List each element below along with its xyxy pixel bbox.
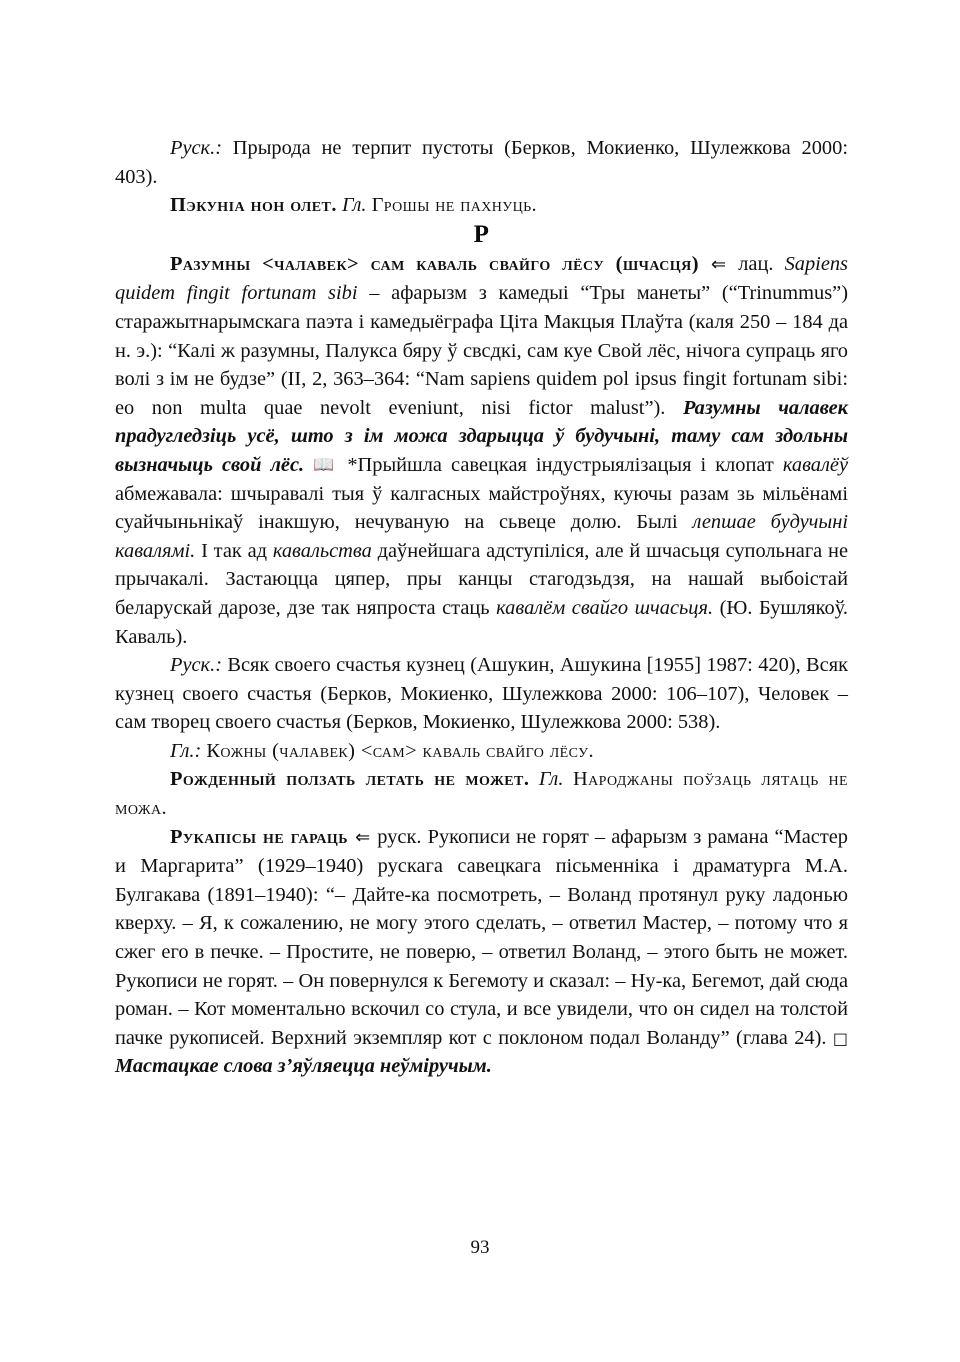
page-number: 93 <box>470 1237 490 1258</box>
hollow-square-icon: □ <box>832 1028 848 1048</box>
entry-razumny-see-also <box>115 737 848 766</box>
language-label-rus: Руск.: <box>170 137 222 159</box>
entry-rukapisy-headword: Рукапісы не гараць <box>170 825 348 848</box>
entry-razumny-latin-motto: Sapiens quidem fingit fortunam sibi <box>115 252 848 305</box>
entry-rozhdenny <box>115 765 848 822</box>
entry-rukapisy-gloss: Мастацкае слова з’яўляецца неўміручым. <box>115 1055 492 1078</box>
left-double-arrow-icon: ⇐ <box>711 253 727 275</box>
entry-razumny-cit-3: І так ад <box>195 539 273 562</box>
page-text-block <box>115 134 848 1081</box>
entry-razumny-russian-text: Всяк своего счастья кузнец (Ашукин, Ашукина [1955] 1987: 420), Всяк кузнец своего счастья (Берков, Мокиенко, Шулежкова 2000: 106–107), Человек – сам творец своего счастья (Берков, Мокиенко, Шулежкова 2000: 538). <box>115 654 848 734</box>
entry-razumny <box>115 250 848 651</box>
see-also-label: Гл. <box>341 194 367 217</box>
entry-rukapisy <box>115 823 848 1081</box>
entry-razumny-see-also-text: Кожны (чалавек) <сам> каваль свайго лёсу. <box>206 739 594 762</box>
entry-razumny-headword: Разумны <чалавек> сам каваль свайго лёсу (шчасця) <box>170 252 699 275</box>
entry-rozhdenny-reference: Народжаны поўзаць лятаць не можа. <box>115 768 849 820</box>
entry-rukapisy-source-lang: руск. <box>371 825 428 848</box>
entry-razumny-cit-4: даўнейшага адступіліся, але й шчасьця супольнага не прычакалі. Застаюцца цяпер, пры канцы стагодзьдзя, на нашай выбоістай беларускай дарозе, дзе так няпроста стаць <box>115 539 848 619</box>
entry-rukapisy-body: – афарызм з рамана “Мастер и Маргарита” (1929–1940) рускага савецкага пісьменніка і драматурга М.А. Булгакава (1891–1940): “– Дайте-ка посмотреть, – Воланд протянул руку ладонью кверху. – Я, к сожалению, не могу этого сделать, – ответил Мастер, – потому что я сжег его в печке. – Простите, не поверю, – ответил Воланд, – этого быть не может. Рукописи не горят. – Он повернулся к Бегемоту и сказал: – Ну-ка, Бегемот, дай сюда роман. – Кот моментально вскочил со стула, и все увидели, что он сидел на толстой пачке рукописей. Верхний экземпляр кот с поклоном подал Воланду” (глава 24). <box>115 825 848 1049</box>
left-double-arrow-icon: ⇐ <box>355 826 371 848</box>
entry-razumny-cit-italic-1: кавалёў <box>782 453 848 476</box>
entry-razumny-cit-italic-3: кавальства <box>272 539 372 562</box>
entry-razumny-cit-2: абмежавала: шчыравалі тыя ў калгасных майстроўнях, куючы разам зь мільёнамі суайчыньнікаў інакшую, нечуваную на сьвеце долю. Былі <box>115 482 848 534</box>
prev-entry-tail-text: Прырода не терпит пустоты (Берков, Мокиенко, Шулежкова 2000: 403). <box>115 137 848 188</box>
entry-razumny-gloss: Разумны чалавек прадугледзіць усё, што з ім можа здарыцца ў будучыні, таму сам здольны вызначыць свой лёс. <box>115 396 848 476</box>
entry-razumny-cit-italic-4: кавалём свайго шчасьця. <box>496 596 714 619</box>
entry-pekunia-headword: Пэкуніа нон олет. <box>170 194 337 217</box>
entry-razumny-russian-equivalents <box>115 651 848 737</box>
entry-rozhdenny-headword: Рожденный ползать летать не может. <box>170 768 530 791</box>
see-also-label: Гл.: <box>170 739 202 762</box>
entry-rukapisy-source-motto: Рукописи не горят <box>427 825 589 848</box>
entry-razumny-cit-italic-2: лепшае будучыні кавалямі. <box>115 511 849 562</box>
entry-pekunia-reference: Грошы не пахнуць. <box>371 194 538 217</box>
paragraph-prev-entry-tail <box>115 134 848 191</box>
entry-pekunia <box>115 191 848 220</box>
entry-razumny-cit-5: (Ю. Бушлякоў. Каваль). <box>115 596 848 648</box>
language-label-rus: Руск.: <box>170 654 222 677</box>
open-book-icon: 📖 <box>313 454 339 475</box>
entry-razumny-body-1: – афарызм з камедыі “Тры манеты” (“Trinummus”) старажытнарымскага паэта і камедыёграфа Ціта Макцыя Плаўта (каля 250 – 184 да н. э.): “Калі ж разумны, Палукса бяру ў свсдкі, сам куе Свой лёс, нічога супраць яго волі з ім не будзе” (II, 2, 363–364: “Nam sapiens quidem pol ipsus fingit fortunam sibi: eo non multa quae nevolt eveniunt, nisi fictor malust”). <box>115 282 848 419</box>
see-also-label: Гл. <box>538 768 564 791</box>
section-letter-heading: Р <box>473 220 490 248</box>
entry-razumny-source-lang: лац. <box>727 252 785 275</box>
entry-razumny-citation-open: *Прыйшла савецкая індустрыялізацыя і клопат <box>338 453 783 476</box>
